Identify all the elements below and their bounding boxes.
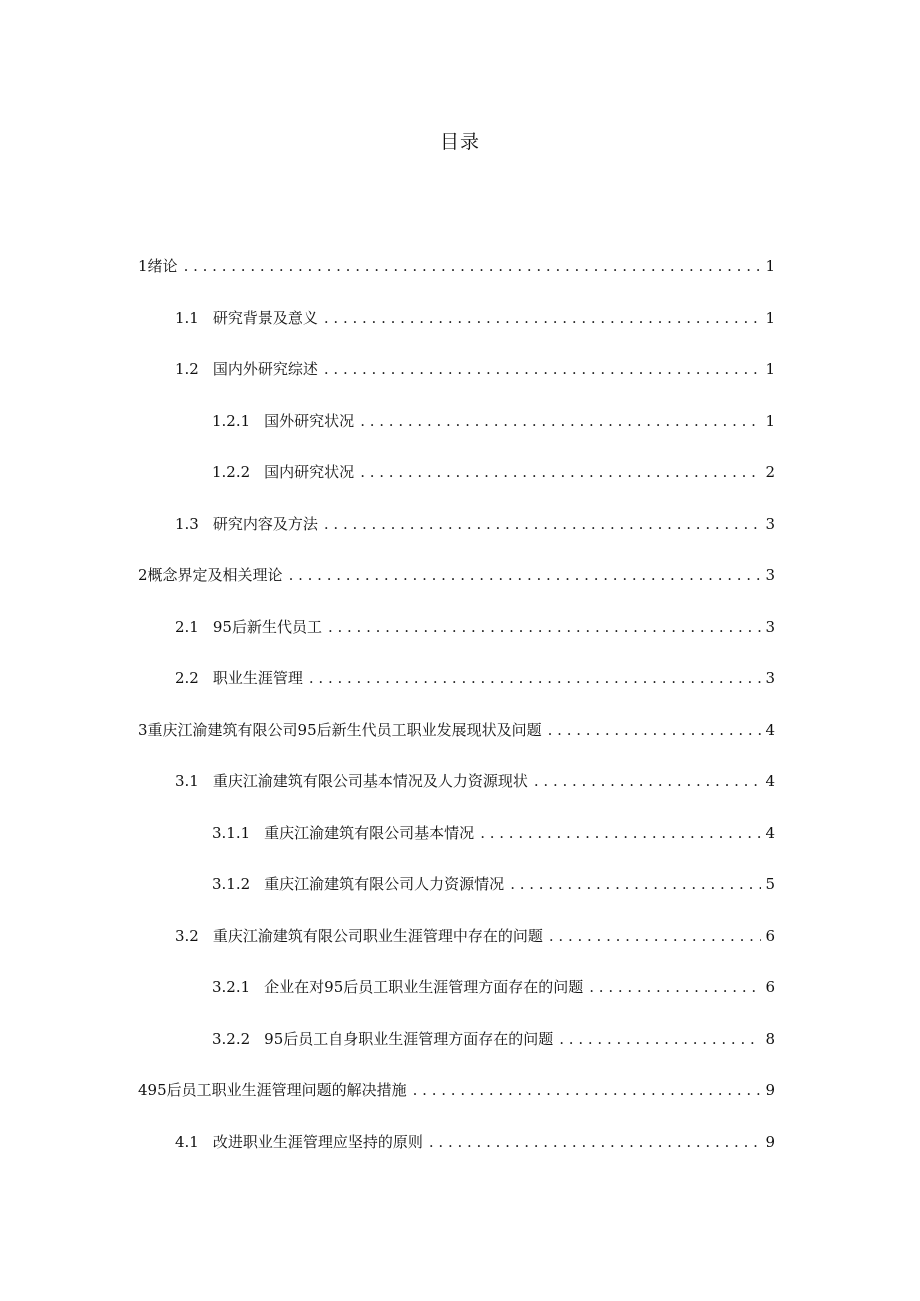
toc-entry-number: 3 xyxy=(138,720,148,739)
toc-entry-text: 95后员工自身职业生涯管理方面存在的问题 xyxy=(264,1029,554,1048)
toc-leader-dots xyxy=(309,668,761,688)
toc-entry[interactable] xyxy=(0,823,920,875)
toc-entry[interactable] xyxy=(0,926,920,978)
toc-leader-dots xyxy=(559,1029,761,1049)
toc-entry[interactable] xyxy=(0,256,920,308)
toc-entry-page: 5 xyxy=(765,875,775,893)
toc-entry[interactable] xyxy=(0,514,920,566)
toc-entry-page: 1 xyxy=(765,257,775,275)
toc-entry-text: 国内研究状况 xyxy=(264,463,355,481)
toc-entry[interactable] xyxy=(0,771,920,823)
toc-entry-number: 2.1 xyxy=(175,617,199,636)
toc-entry-number: 3.1.2 xyxy=(212,875,251,893)
toc-entry-page: 3 xyxy=(765,669,775,687)
toc-entry[interactable] xyxy=(0,977,920,1029)
toc-entry[interactable] xyxy=(0,462,920,514)
toc-entry[interactable] xyxy=(0,874,920,926)
toc-leader-dots xyxy=(510,874,761,894)
toc-entry-page: 4 xyxy=(765,772,775,790)
toc-leader-dots xyxy=(324,308,761,328)
toc-list xyxy=(0,256,920,1183)
toc-entry[interactable] xyxy=(0,308,920,360)
toc-entry-text: 企业在对95后员工职业生涯管理方面存在的问题 xyxy=(264,978,584,996)
toc-entry[interactable] xyxy=(0,1132,920,1184)
toc-entry-page: 3 xyxy=(765,566,775,584)
toc-entry-text: 重庆江渝建筑有限公司95后新生代员工职业发展现状及问题 xyxy=(147,720,542,739)
toc-entry-text: 概念界定及相关理论 xyxy=(147,566,283,584)
toc-entry-page: 4 xyxy=(765,823,775,842)
toc-leader-dots xyxy=(328,617,761,637)
toc-entry-page: 2 xyxy=(765,463,775,481)
toc-entry[interactable] xyxy=(0,411,920,463)
toc-leader-dots xyxy=(548,720,761,740)
toc-entry-number: 3.2.1 xyxy=(212,978,251,996)
toc-entry-number: 1.2.1 xyxy=(212,411,251,430)
toc-entry-number: 2 xyxy=(138,566,148,584)
toc-entry[interactable] xyxy=(0,1029,920,1081)
toc-leader-dots xyxy=(360,462,761,482)
toc-entry-page: 1 xyxy=(765,360,775,378)
toc-entry-number: 4 xyxy=(138,1081,148,1099)
toc-entry-text: 重庆江渝建筑有限公司基本情况及人力资源现状 xyxy=(212,772,528,790)
toc-entry-page: 3 xyxy=(765,617,775,636)
toc-entry-number: 3.2.2 xyxy=(212,1029,251,1048)
toc-entry-text: 95后员工职业生涯管理问题的解决措施 xyxy=(147,1081,407,1099)
toc-entry-text: 绪论 xyxy=(147,257,178,275)
toc-entry[interactable] xyxy=(0,565,920,617)
toc-leader-dots xyxy=(429,1132,761,1152)
toc-entry-page: 1 xyxy=(765,411,775,430)
toc-leader-dots xyxy=(324,359,761,379)
toc-title: 目录 xyxy=(439,131,480,153)
toc-entry-text: 改进职业生涯管理应坚持的原则 xyxy=(212,1132,423,1151)
toc-entry-number: 1.1 xyxy=(175,308,199,327)
toc-entry-page: 4 xyxy=(765,720,775,739)
toc-entry-text: 国内外研究综述 xyxy=(212,360,318,378)
toc-entry-text: 重庆江渝建筑有限公司基本情况 xyxy=(264,823,475,842)
toc-leader-dots xyxy=(184,256,761,276)
toc-entry-number: 3.1 xyxy=(175,772,199,790)
toc-entry[interactable] xyxy=(0,617,920,669)
toc-entry[interactable] xyxy=(0,668,920,720)
toc-entry-text: 研究背景及意义 xyxy=(212,308,318,327)
toc-entry-number: 3.1.1 xyxy=(212,823,251,842)
toc-entry-text: 重庆江渝建筑有限公司职业生涯管理中存在的问题 xyxy=(212,926,543,945)
toc-leader-dots xyxy=(589,977,761,997)
toc-entry-number: 1.2 xyxy=(175,360,199,378)
toc-entry-number: 1 xyxy=(138,257,148,275)
toc-entry-number: 2.2 xyxy=(175,669,199,687)
toc-entry-text: 95后新生代员工 xyxy=(212,617,322,636)
toc-entry-page: 8 xyxy=(765,1029,775,1048)
toc-entry-page: 1 xyxy=(765,308,775,327)
toc-entry-number: 4.1 xyxy=(175,1132,199,1151)
toc-entry-page: 6 xyxy=(765,926,775,945)
toc-entry-number: 3.2 xyxy=(175,926,199,945)
toc-entry-page: 9 xyxy=(765,1081,775,1099)
toc-entry[interactable] xyxy=(0,1080,920,1132)
toc-leader-dots xyxy=(360,411,761,431)
toc-entry-text: 重庆江渝建筑有限公司人力资源情况 xyxy=(264,875,505,893)
toc-leader-dots xyxy=(289,565,761,585)
toc-entry-text: 职业生涯管理 xyxy=(212,669,303,687)
toc-entry[interactable] xyxy=(0,720,920,772)
toc-entry-page: 9 xyxy=(765,1132,775,1151)
toc-entry-number: 1.3 xyxy=(175,514,199,533)
toc-entry[interactable] xyxy=(0,359,920,411)
toc-leader-dots xyxy=(534,771,761,791)
toc-entry-number: 1.2.2 xyxy=(212,463,251,481)
toc-entry-page: 6 xyxy=(765,978,775,996)
toc-leader-dots xyxy=(324,514,761,534)
toc-entry-text: 研究内容及方法 xyxy=(212,514,318,533)
toc-leader-dots xyxy=(480,823,761,843)
toc-entry-text: 国外研究状况 xyxy=(264,411,355,430)
toc-entry-page: 3 xyxy=(765,514,775,533)
toc-leader-dots xyxy=(549,926,761,946)
toc-leader-dots xyxy=(413,1080,761,1100)
